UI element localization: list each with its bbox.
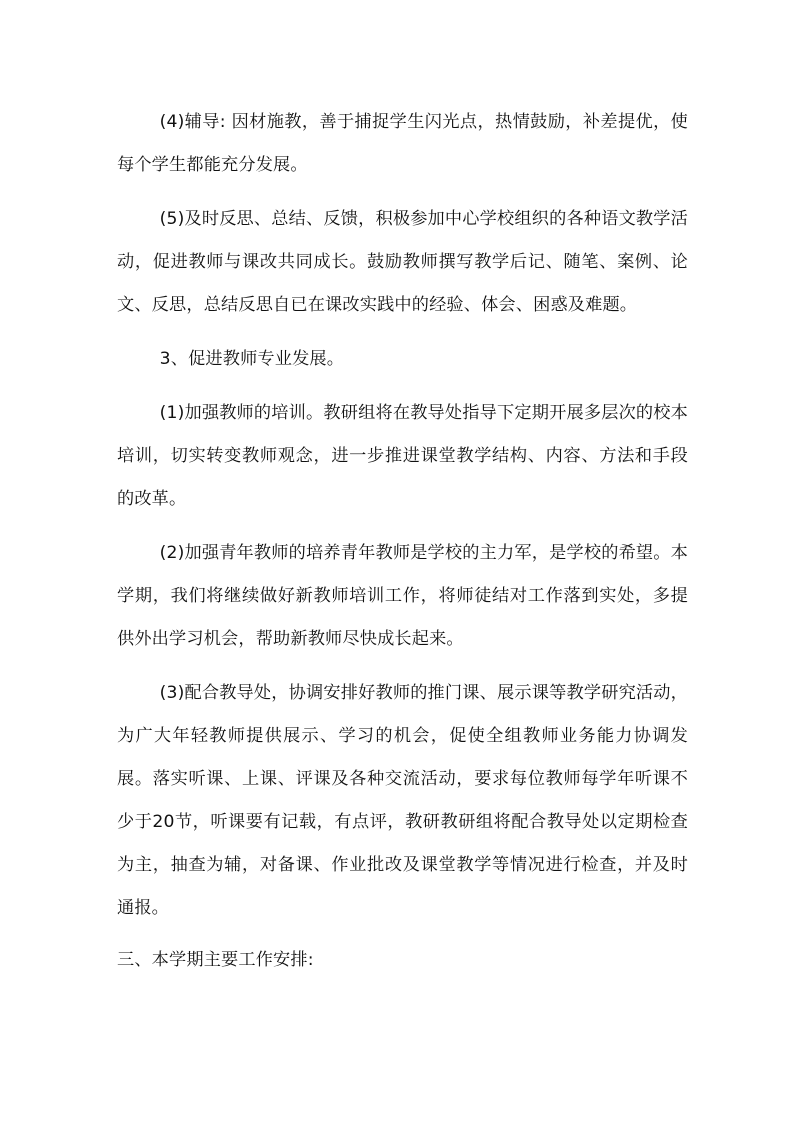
paragraph-cooperation: (3)配合教导处，协调安排好教师的推门课、展示课等教学研究活动，为广大年轻教师提供展示、学习的机会，促使全组教师业务能力协调发展。落实听课、上课、评课及各种交流活动，要求每位教师每学年听课不少于20节，听课要有记载，有点评，教研教研组将配合教导处以定期检查为主，抽查为辅，对备课、作业批改及课堂教学等情况进行检查，并及时通报。 (117, 683, 688, 918)
paragraph-teacher-training: (1)加强教师的培训。教研组将在教导处指导下定期开展多层次的校本培训，切实转变教师观念，进一步推进课堂教学结构、内容、方法和手段的改革。 (117, 403, 688, 509)
paragraph-reflection: (5)及时反思、总结、反馈，积极参加中心学校组织的各种语文教学活动，促进教师与课改共同成长。鼓励教师撰写教学后记、随笔、案例、论文、反思，总结反思自已在课改实践中的经验、体会、困惑及难题。 (117, 209, 688, 315)
paragraph-young-teachers: (2)加强青年教师的培养青年教师是学校的主力军，是学校的希望。本学期，我们将继续做好新教师培训工作，将师徒结对工作落到实处，多提供外出学习机会，帮助新教师尽快成长起来。 (117, 543, 688, 649)
paragraph-tutoring: (4)辅导: 因材施教，善于捕捉学生闪光点，热情鼓励，补差提优，使每个学生都能充分发展。 (117, 112, 688, 175)
section-heading-teacher-development: 3、促进教师专业发展。 (159, 349, 345, 369)
section-heading-work-arrangement: 三、本学期主要工作安排: (117, 950, 314, 970)
